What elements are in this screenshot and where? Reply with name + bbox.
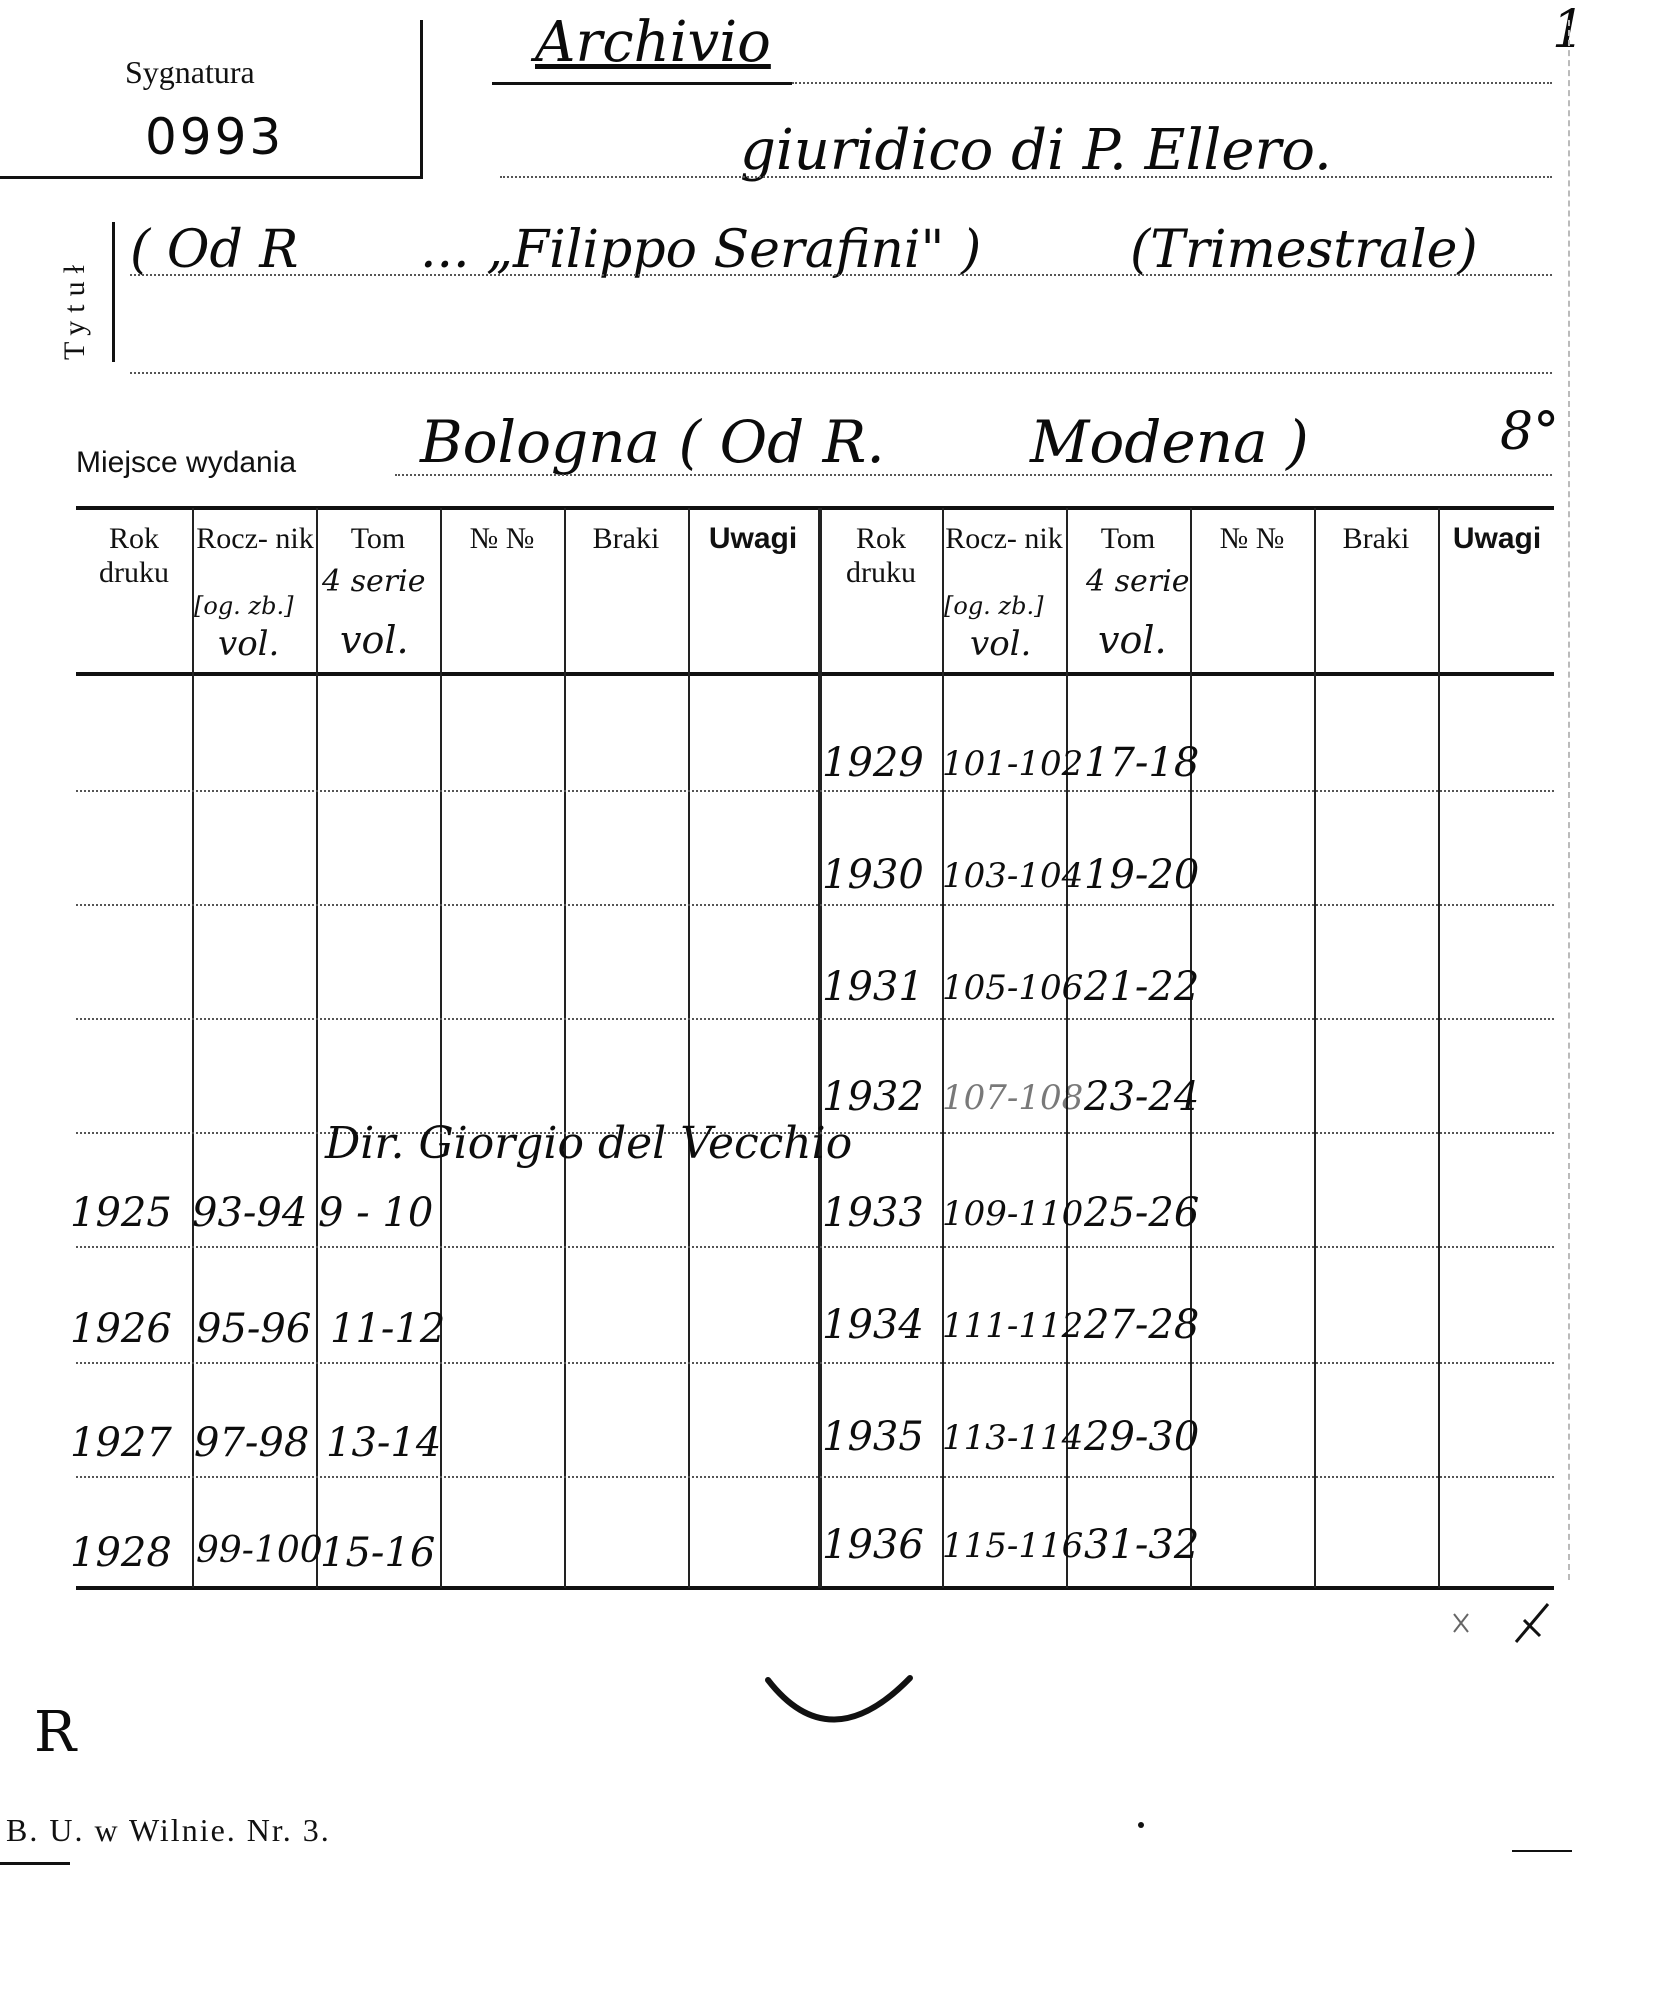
title-rule-1 bbox=[792, 82, 1552, 84]
header-uwagi-right: Uwagi bbox=[1452, 522, 1542, 555]
right-row-1935-tom: 29-30 bbox=[1084, 1414, 1200, 1460]
row-guide-2 bbox=[76, 904, 1554, 906]
right-row-1931-tom: 21-22 bbox=[1084, 964, 1200, 1010]
signature-box-right-border bbox=[420, 20, 423, 178]
title-line-1-underline bbox=[492, 82, 792, 85]
footer-curve-mark bbox=[760, 1660, 920, 1750]
place-value-a: Bologna ( Od R. bbox=[420, 408, 885, 476]
header-nr-right: № № bbox=[1219, 522, 1285, 555]
left-row-1928-tom: 15-16 bbox=[320, 1530, 436, 1576]
table-top-rule bbox=[76, 506, 1554, 510]
left-row-1925-tom: 9 - 10 bbox=[318, 1190, 434, 1236]
left-row-1926-rocznik: 95-96 bbox=[196, 1306, 312, 1352]
right-row-1931-year: 1931 bbox=[822, 964, 924, 1010]
signature-label: Sygnatura bbox=[125, 54, 255, 90]
title-line-3c: (Trimestrale) bbox=[1130, 220, 1478, 280]
col-sep-5 bbox=[688, 508, 690, 1588]
title-line-3a: ( Od R bbox=[130, 220, 299, 280]
right-row-1933-year: 1933 bbox=[822, 1190, 924, 1236]
left-row-1928-year: 1928 bbox=[70, 1530, 172, 1576]
right-row-1932-rocznik: 107-108 bbox=[942, 1078, 1084, 1118]
row-guide-6 bbox=[76, 1362, 1554, 1364]
footer-text: B. U. w Wilnie. Nr. 3. bbox=[6, 1812, 331, 1848]
header-rocznik-note-left: [og. zb.] bbox=[194, 592, 294, 620]
signature-value: 0993 bbox=[145, 108, 285, 166]
footer-left-rule bbox=[0, 1862, 70, 1865]
header-tom-right: Tom bbox=[1100, 522, 1156, 555]
right-row-1932-tom: 23-24 bbox=[1084, 1074, 1200, 1120]
format-value: 8° bbox=[1500, 402, 1560, 462]
footer-right-rule bbox=[1512, 1850, 1572, 1852]
row-guide-1 bbox=[76, 790, 1554, 792]
header-rocznik-unit-right: vol. bbox=[970, 624, 1032, 664]
title-rule-4 bbox=[130, 372, 1552, 374]
footer-check-marks bbox=[1440, 1598, 1570, 1658]
header-tom-note-right: 4 serie bbox=[1086, 564, 1190, 599]
left-row-1926-year: 1926 bbox=[70, 1306, 172, 1352]
header-rocznik-left: Rocz- nik bbox=[196, 522, 314, 555]
title-rule-2 bbox=[500, 176, 1552, 178]
right-row-1935-rocznik: 113-114 bbox=[942, 1418, 1084, 1458]
place-value-b: Modena ) bbox=[1030, 408, 1309, 476]
col-sep-10 bbox=[1314, 508, 1316, 1588]
right-row-1934-rocznik: 111-112 bbox=[942, 1306, 1084, 1346]
right-row-1929-tom: 17-18 bbox=[1084, 740, 1200, 786]
header-rocznik-unit-left: vol. bbox=[218, 624, 280, 664]
left-row-1925-rocznik: 93-94 bbox=[192, 1190, 308, 1236]
left-row-1926-tom: 11-12 bbox=[330, 1306, 446, 1352]
col-sep-4 bbox=[564, 508, 566, 1588]
header-uwagi-left: Uwagi bbox=[708, 522, 798, 555]
title-side-label: Tytuł bbox=[58, 257, 91, 360]
col-sep-11 bbox=[1438, 508, 1440, 1588]
signature-box-bottom-border bbox=[0, 176, 423, 179]
header-rocznik-note-right: [og. zb.] bbox=[944, 592, 1044, 620]
footer-left-mark: R bbox=[34, 1700, 77, 1765]
right-row-1934-year: 1934 bbox=[822, 1302, 924, 1348]
right-row-1929-year: 1929 bbox=[822, 740, 924, 786]
left-row-1927-tom: 13-14 bbox=[326, 1420, 442, 1466]
place-label: Miejsce wydania bbox=[76, 446, 297, 479]
col-sep-2 bbox=[316, 508, 318, 1588]
header-tom-unit-left: vol. bbox=[340, 618, 409, 662]
right-row-1933-tom: 25-26 bbox=[1084, 1190, 1200, 1236]
title-rule-3 bbox=[130, 274, 1552, 276]
row-guide-5 bbox=[76, 1246, 1554, 1248]
right-row-1930-tom: 19-20 bbox=[1084, 852, 1200, 898]
left-row-1927-rocznik: 97-98 bbox=[194, 1420, 310, 1466]
right-row-1934-tom: 27-28 bbox=[1084, 1302, 1200, 1348]
right-row-1936-rocznik: 115-116 bbox=[942, 1526, 1084, 1566]
header-rok-right: Rok druku bbox=[846, 522, 916, 589]
right-row-1936-year: 1936 bbox=[822, 1522, 924, 1568]
place-rule bbox=[395, 474, 1552, 476]
right-row-1930-year: 1930 bbox=[822, 852, 924, 898]
header-tom-note-left: 4 serie bbox=[322, 564, 426, 599]
left-row-1927-year: 1927 bbox=[70, 1420, 172, 1466]
left-row-1925-year: 1925 bbox=[70, 1190, 172, 1236]
corner-mark: 1 bbox=[1552, 0, 1586, 60]
right-row-1931-rocznik: 105-106 bbox=[942, 968, 1084, 1008]
header-braki-right: Braki bbox=[1342, 522, 1410, 555]
right-row-1930-rocznik: 103-104 bbox=[942, 856, 1084, 896]
footer-dot bbox=[1138, 1822, 1144, 1828]
right-row-1936-tom: 31-32 bbox=[1084, 1522, 1200, 1568]
right-edge-dashes bbox=[1568, 20, 1570, 1580]
row-guide-7 bbox=[76, 1476, 1554, 1478]
director-note: Dir. Giorgio del Vecchio bbox=[325, 1118, 853, 1169]
title-line-1: Archivio bbox=[535, 10, 771, 75]
header-braki-left: Braki bbox=[592, 522, 660, 555]
header-nr-left: № № bbox=[469, 522, 535, 555]
title-line-3b: ... „Filippo Serafini" ) bbox=[420, 220, 982, 280]
table-bottom-rule bbox=[76, 1586, 1554, 1590]
right-row-1929-rocznik: 101-102 bbox=[942, 744, 1084, 784]
header-rocznik-right: Rocz- nik bbox=[945, 522, 1063, 555]
title-line-2: giuridico di P. Ellero. bbox=[740, 118, 1332, 183]
right-row-1935-year: 1935 bbox=[822, 1414, 924, 1460]
right-row-1932-year: 1932 bbox=[822, 1074, 924, 1120]
right-row-1933-rocznik: 109-110 bbox=[942, 1194, 1084, 1234]
header-tom-unit-right: vol. bbox=[1098, 618, 1167, 662]
title-side-bracket bbox=[112, 222, 115, 362]
header-tom-left: Tom bbox=[350, 522, 406, 555]
table-header-rule bbox=[76, 672, 1554, 676]
left-row-1928-rocznik: 99-100 bbox=[196, 1530, 323, 1571]
row-guide-3 bbox=[76, 1018, 1554, 1020]
header-rok-left: Rok druku bbox=[99, 522, 169, 589]
